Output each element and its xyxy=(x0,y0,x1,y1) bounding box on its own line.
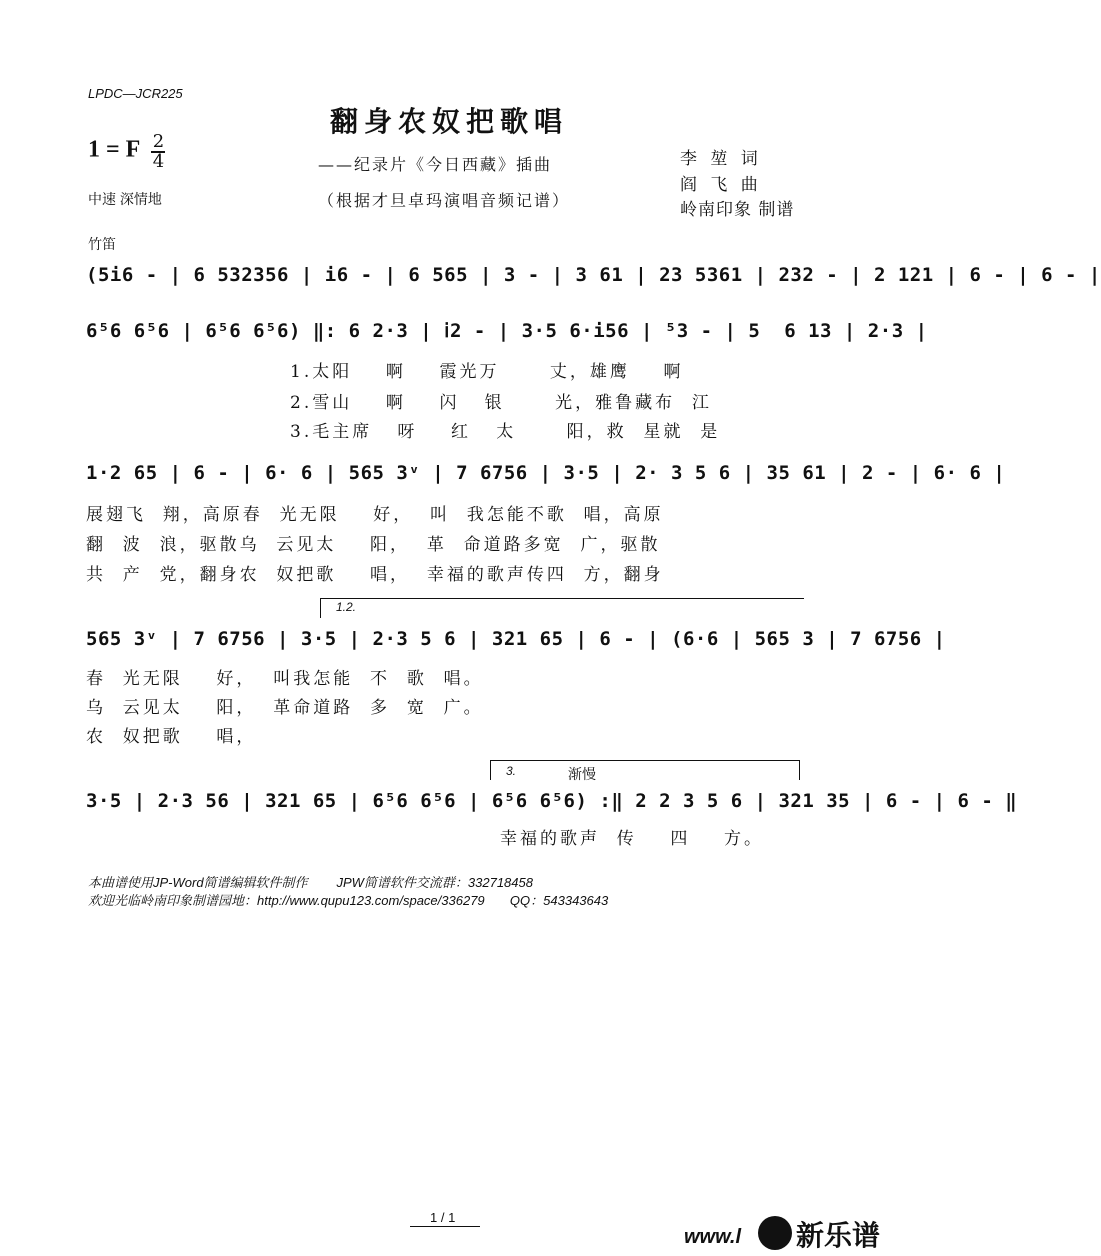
key-label: 1 = F xyxy=(88,136,141,163)
volta-bracket-3 xyxy=(490,760,800,761)
lyric-verse4-line1: 幸福的歌声 传 四 方。 xyxy=(500,829,765,849)
lyricist-credit: 李 堃 词 xyxy=(680,149,762,169)
arranger-credit: 岭南印象 制谱 xyxy=(680,200,795,220)
transcription-note: （根据才旦卓玛演唱音频记谱） xyxy=(318,191,571,210)
footer-website-note: 欢迎光临岭南印象制谱园地：http://www.qupu123.com/space/336279 QQ：543343643 xyxy=(88,893,609,908)
lyric-verse1-line1: 1.太阳 啊 霞光万 丈，雄鹰 啊 xyxy=(290,362,684,382)
lyric-verse2-line3: 共 产 党，翻身农 奴把歌 唱， 幸福的歌声传四 方，翻身 xyxy=(86,565,664,585)
page-number-underline xyxy=(410,1226,480,1227)
subtitle: ——纪录片《今日西藏》插曲 xyxy=(318,155,553,174)
lyric-verse1-line2: 2.雪山 啊 闪 银 光，雅鲁藏布 江 xyxy=(290,393,712,413)
song-title: 翻身农奴把歌唱 xyxy=(330,105,569,138)
staff-line-2: 6⁵6 6⁵6 | 6⁵6 6⁵6) ‖: 6 2·3 | ⅰ2 - | 3·5 6·i56 | ⁵3 - | 5 6 13 | 2·3 | xyxy=(86,320,928,342)
volta-label-1: 1.2. xyxy=(336,600,357,614)
time-signature-top: 2 xyxy=(152,131,165,152)
volta-bracket-3-tick xyxy=(490,760,491,780)
lyric-verse1-line3: 3.毛主席 呀 红 太 阳，救 星就 是 xyxy=(290,422,721,442)
staff-line-5: 3·5 | 2·3 56 | 321 65 | 6⁵6 6⁵6 | 6⁵6 6⁵6) :‖ 2 2 3 5 6 | 321 35 | 6 - | 6 - ‖ xyxy=(86,790,1018,812)
lyric-verse3-line1: 春 光无限 好， 叫我怎能 不 歌 唱。 xyxy=(86,669,484,689)
staff-line-1: (5i6 - | 6 532356 | i6 - | 6 565 | 3 - | 3 61 | 23 5361 | 232 - | 2 121 | 6 - | 6 - | xyxy=(86,264,1101,286)
brand-name: 新乐谱 xyxy=(796,1219,881,1252)
ritardando-marking: 渐慢 xyxy=(568,766,596,782)
footer-software-note: 本曲谱使用JP-Word简谱编辑软件制作 JPW简谱软件交流群：332718458 xyxy=(88,875,533,890)
composer-credit: 阎 飞 曲 xyxy=(680,175,762,195)
lyric-verse3-line3: 农 奴把歌 唱， xyxy=(86,727,257,747)
instrument-label: 竹笛 xyxy=(88,236,116,252)
volta-bracket-1-tick xyxy=(320,598,321,618)
time-signature xyxy=(151,131,165,172)
time-signature-bottom: 4 xyxy=(152,151,165,172)
score-code: LPDC—JCR225 xyxy=(88,86,183,101)
tempo-marking: 中速 深情地 xyxy=(88,191,162,207)
volta-label-3: 3. xyxy=(506,764,517,778)
watermark-site-text: www.l xyxy=(684,1226,742,1248)
volta-bracket-3-end-tick xyxy=(799,760,800,780)
staff-line-3: 1·2 65 | 6 - | 6· 6 | 565 3ᵛ | 7 6756 | 3·5 | 2· 3 5 6 | 35 61 | 2 - | 6· 6 | xyxy=(86,462,1006,484)
lyric-verse2-line1: 展翅飞 翔，高原春 光无限 好， 叫 我怎能不歌 唱，高原 xyxy=(86,505,664,525)
lyric-verse2-line2: 翻 波 浪，驱散乌 云见太 阳， 革 命道路多宽 广，驱散 xyxy=(86,535,661,555)
page-number: 1 / 1 xyxy=(430,1210,456,1225)
lyric-verse3-line2: 乌 云见太 阳， 革命道路 多 宽 广。 xyxy=(86,698,484,718)
brand-logo-icon xyxy=(758,1216,792,1250)
staff-line-4: 565 3ᵛ | 7 6756 | 3·5 | 2·3 5 6 | 321 65 | 6 - | (6·6 | 565 3 | 7 6756 | xyxy=(86,628,946,650)
key-signature xyxy=(88,131,165,172)
volta-bracket-1 xyxy=(320,598,804,599)
